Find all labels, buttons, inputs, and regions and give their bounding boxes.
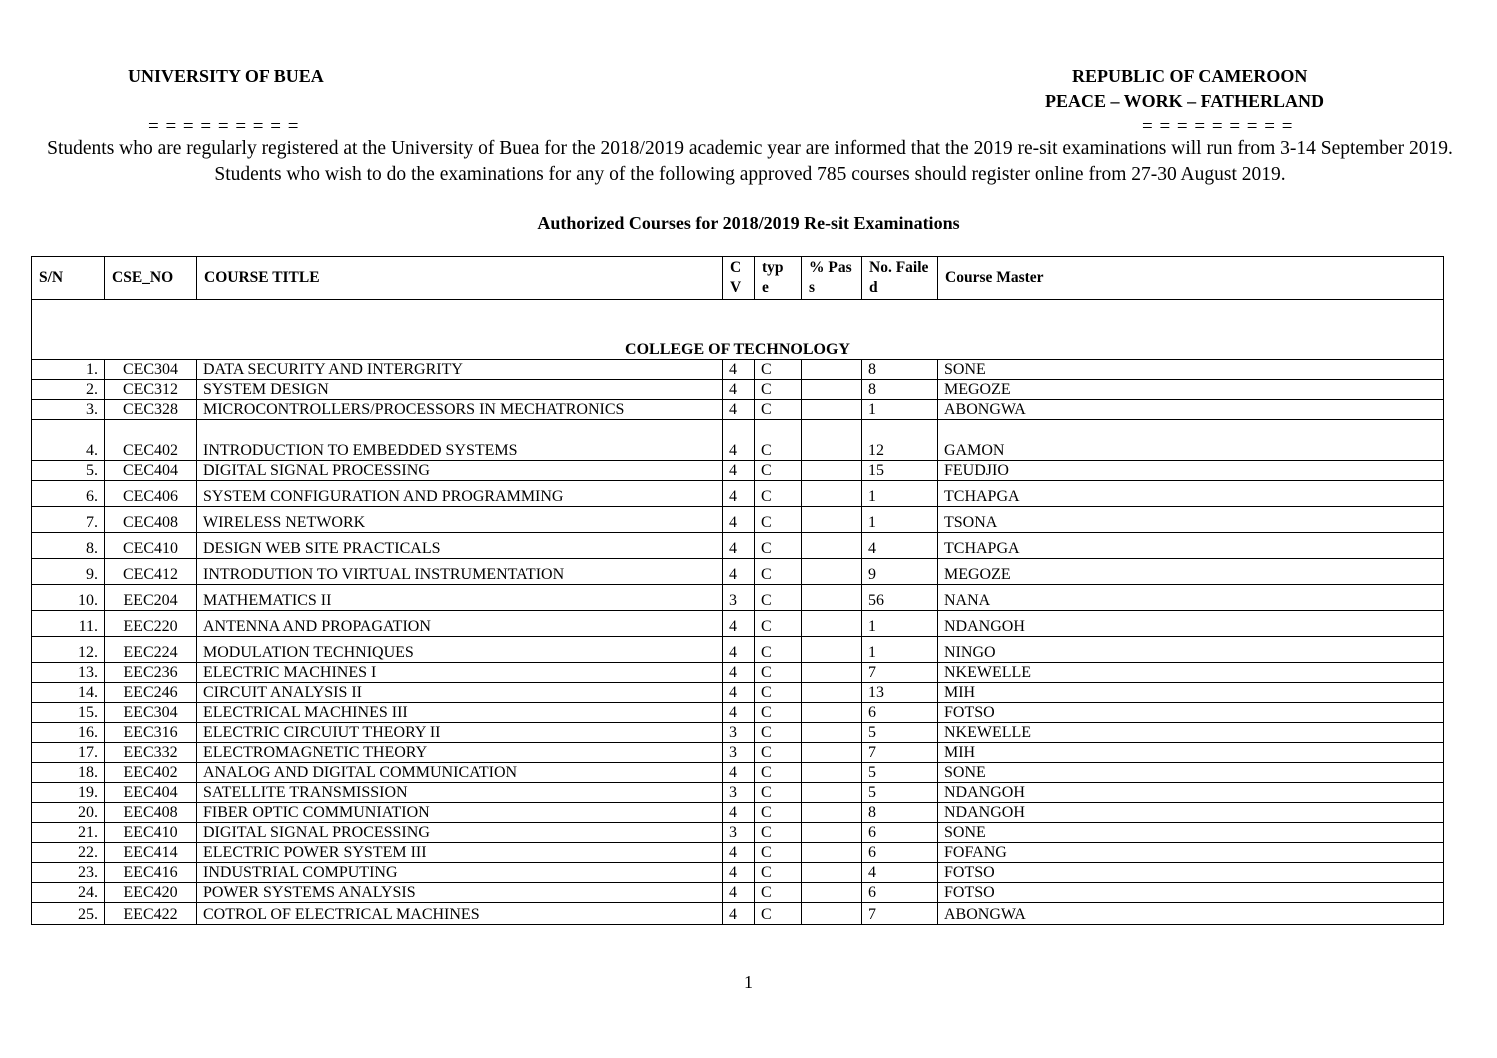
university-name: UNIVERSITY OF BUEA (128, 66, 324, 86)
failed-count: 6 (862, 823, 938, 843)
failed-count: 6 (862, 843, 938, 863)
course-code: CEC412 (105, 559, 197, 585)
course-master: NDANGOH (938, 611, 1444, 637)
course-title: SATELLITE TRANSMISSION (197, 783, 723, 803)
table-row (32, 663, 1444, 683)
course-code: CEC304 (105, 360, 197, 380)
table-row (32, 683, 1444, 703)
course-master: FOTSO (938, 703, 1444, 723)
row-serial: 14. (32, 683, 105, 703)
course-type: C (755, 863, 802, 883)
pass-percent (802, 360, 862, 380)
table-row (32, 703, 1444, 723)
course-type: C (755, 883, 802, 903)
course-type: C (755, 400, 802, 420)
course-type: C (755, 703, 802, 723)
row-serial: 1. (32, 360, 105, 380)
course-master: FOTSO (938, 863, 1444, 883)
pass-percent (802, 743, 862, 763)
course-code: EEC422 (105, 903, 197, 925)
pass-percent (802, 481, 862, 507)
table-header-row (32, 257, 1444, 300)
course-type: C (755, 683, 802, 703)
pass-percent (802, 883, 862, 903)
course-master: NINGO (938, 637, 1444, 663)
table-row (32, 533, 1444, 559)
course-title: ELECTRIC POWER SYSTEM III (197, 843, 723, 863)
credit-value: 4 (723, 763, 755, 783)
pass-percent (802, 380, 862, 400)
credit-value: 4 (723, 507, 755, 533)
failed-count: 1 (862, 611, 938, 637)
row-serial: 8. (32, 533, 105, 559)
table-row (32, 903, 1444, 925)
course-code: EEC410 (105, 823, 197, 843)
course-code: EEC408 (105, 803, 197, 823)
course-master: TSONA (938, 507, 1444, 533)
course-master: SONE (938, 823, 1444, 843)
table-row (32, 637, 1444, 663)
row-serial: 9. (32, 559, 105, 585)
credit-value: 4 (723, 360, 755, 380)
course-code: CEC312 (105, 380, 197, 400)
pass-percent (802, 559, 862, 585)
column-header: % Pass (802, 257, 862, 300)
course-type: C (755, 360, 802, 380)
course-code: CEC404 (105, 461, 197, 481)
course-master: NDANGOH (938, 783, 1444, 803)
credit-value: 4 (723, 481, 755, 507)
row-serial: 20. (32, 803, 105, 823)
row-serial: 11. (32, 611, 105, 637)
pass-percent (802, 507, 862, 533)
course-title: CIRCUIT ANALYSIS II (197, 683, 723, 703)
column-header: COURSE TITLE (197, 257, 723, 300)
course-title: DATA SECURITY AND INTERGRITY (197, 360, 723, 380)
course-title: SYSTEM DESIGN (197, 380, 723, 400)
column-header: C V (723, 257, 755, 300)
failed-count: 5 (862, 783, 938, 803)
course-code: EEC404 (105, 783, 197, 803)
pass-percent (802, 843, 862, 863)
credit-value: 3 (723, 823, 755, 843)
course-code: EEC220 (105, 611, 197, 637)
course-title: SYSTEM CONFIGURATION AND PROGRAMMING (197, 481, 723, 507)
failed-count: 6 (862, 703, 938, 723)
course-code: EEC304 (105, 703, 197, 723)
failed-count: 6 (862, 883, 938, 903)
course-type: C (755, 585, 802, 611)
course-master: MIH (938, 683, 1444, 703)
row-serial: 23. (32, 863, 105, 883)
section-title: COLLEGE OF TECHNOLOGY (32, 300, 1444, 360)
course-code: CEC410 (105, 533, 197, 559)
pass-percent (802, 533, 862, 559)
course-title: MATHEMATICS II (197, 585, 723, 611)
failed-count: 5 (862, 763, 938, 783)
row-serial: 19. (32, 783, 105, 803)
course-title: POWER SYSTEMS ANALYSIS (197, 883, 723, 903)
credit-value: 4 (723, 663, 755, 683)
table-row (32, 559, 1444, 585)
course-title: DESIGN WEB SITE PRACTICALS (197, 533, 723, 559)
table-row (32, 743, 1444, 763)
failed-count: 4 (862, 863, 938, 883)
course-title: DIGITAL SIGNAL PROCESSING (197, 461, 723, 481)
course-code: EEC414 (105, 843, 197, 863)
row-serial: 16. (32, 723, 105, 743)
row-serial: 18. (32, 763, 105, 783)
failed-count: 1 (862, 400, 938, 420)
pass-percent (802, 420, 862, 461)
table-row (32, 723, 1444, 743)
course-title: ELECTRICAL MACHINES III (197, 703, 723, 723)
table-row (32, 380, 1444, 400)
credit-value: 4 (723, 380, 755, 400)
course-master: SONE (938, 360, 1444, 380)
row-serial: 4. (32, 420, 105, 461)
national-motto: PEACE – WORK – FATHERLAND (1045, 91, 1325, 111)
column-header: typ e (755, 257, 802, 300)
row-serial: 3. (32, 400, 105, 420)
row-serial: 22. (32, 843, 105, 863)
failed-count: 13 (862, 683, 938, 703)
course-master: FEUDJIO (938, 461, 1444, 481)
credit-value: 4 (723, 803, 755, 823)
table-row (32, 360, 1444, 380)
failed-count: 7 (862, 663, 938, 683)
course-type: C (755, 507, 802, 533)
course-type: C (755, 663, 802, 683)
credit-value: 4 (723, 533, 755, 559)
failed-count: 7 (862, 743, 938, 763)
course-code: EEC236 (105, 663, 197, 683)
course-type: C (755, 843, 802, 863)
column-header: No. Failed (862, 257, 938, 300)
course-code: EEC204 (105, 585, 197, 611)
credit-value: 3 (723, 743, 755, 763)
course-title: INTRODUTION TO VIRTUAL INSTRUMENTATION (197, 559, 723, 585)
course-title: WIRELESS NETWORK (197, 507, 723, 533)
table-row (32, 763, 1444, 783)
credit-value: 3 (723, 723, 755, 743)
column-header: Course Master (938, 257, 1444, 300)
failed-count: 9 (862, 559, 938, 585)
section-row (32, 300, 1444, 360)
pass-percent (802, 803, 862, 823)
course-master: FOTSO (938, 883, 1444, 903)
pass-percent (802, 611, 862, 637)
pass-percent (802, 400, 862, 420)
credit-value: 4 (723, 683, 755, 703)
credit-value: 4 (723, 637, 755, 663)
pass-percent (802, 723, 862, 743)
course-code: CEC328 (105, 400, 197, 420)
row-serial: 7. (32, 507, 105, 533)
course-master: NANA (938, 585, 1444, 611)
failed-count: 15 (862, 461, 938, 481)
course-code: EEC416 (105, 863, 197, 883)
credit-value: 4 (723, 843, 755, 863)
course-master: ABONGWA (938, 903, 1444, 925)
pass-percent (802, 637, 862, 663)
failed-count: 8 (862, 360, 938, 380)
course-type: C (755, 903, 802, 925)
course-type: C (755, 803, 802, 823)
page-number: 1 (744, 972, 753, 992)
course-type: C (755, 823, 802, 843)
course-master: MEGOZE (938, 559, 1444, 585)
row-serial: 10. (32, 585, 105, 611)
course-title: DIGITAL SIGNAL PROCESSING (197, 823, 723, 843)
pass-percent (802, 461, 862, 481)
course-type: C (755, 743, 802, 763)
pass-percent (802, 823, 862, 843)
pass-percent (802, 585, 862, 611)
course-code: CEC408 (105, 507, 197, 533)
credit-value: 3 (723, 783, 755, 803)
row-serial: 5. (32, 461, 105, 481)
course-code: EEC332 (105, 743, 197, 763)
row-serial: 2. (32, 380, 105, 400)
row-serial: 6. (32, 481, 105, 507)
course-type: C (755, 763, 802, 783)
course-master: NKEWELLE (938, 723, 1444, 743)
course-code: EEC402 (105, 763, 197, 783)
table-row (32, 843, 1444, 863)
course-master: TCHAPGA (938, 533, 1444, 559)
course-code: EEC420 (105, 883, 197, 903)
table-row (32, 783, 1444, 803)
failed-count: 1 (862, 481, 938, 507)
course-master: FOFANG (938, 843, 1444, 863)
left-divider: = = = = = = = = = (148, 116, 300, 137)
course-master: NDANGOH (938, 803, 1444, 823)
failed-count: 4 (862, 533, 938, 559)
credit-value: 4 (723, 611, 755, 637)
course-code: EEC246 (105, 683, 197, 703)
courses-table (31, 256, 1444, 925)
row-serial: 15. (32, 703, 105, 723)
pass-percent (802, 683, 862, 703)
table-row (32, 863, 1444, 883)
credit-value: 4 (723, 863, 755, 883)
credit-value: 4 (723, 461, 755, 481)
course-title: INTRODUCTION TO EMBEDDED SYSTEMS (197, 420, 723, 461)
course-title: ANTENNA AND PROPAGATION (197, 611, 723, 637)
failed-count: 5 (862, 723, 938, 743)
credit-value: 4 (723, 903, 755, 925)
failed-count: 12 (862, 420, 938, 461)
intro-paragraph: Students who are regularly registered at the University of Buea for the 2018/2019 academic year are informed that the 2019 re-sit examinations will run from 3-14 September 2019. Students who wish to do the examinations for any of the following approved 785 courses should register online from 27-30 August 2019. (47, 138, 1453, 185)
course-type: C (755, 481, 802, 507)
row-serial: 12. (32, 637, 105, 663)
course-master: GAMON (938, 420, 1444, 461)
course-title: ELECTROMAGNETIC THEORY (197, 743, 723, 763)
course-title: INDUSTRIAL COMPUTING (197, 863, 723, 883)
course-type: C (755, 783, 802, 803)
table-row (32, 420, 1444, 461)
republic-name: REPUBLIC OF CAMEROON (1072, 66, 1308, 86)
table-row (32, 823, 1444, 843)
course-title: MODULATION TECHNIQUES (197, 637, 723, 663)
failed-count: 8 (862, 803, 938, 823)
right-divider: = = = = = = = = = (1142, 116, 1294, 137)
failed-count: 56 (862, 585, 938, 611)
course-type: C (755, 420, 802, 461)
table-row (32, 481, 1444, 507)
course-master: MEGOZE (938, 380, 1444, 400)
course-code: EEC224 (105, 637, 197, 663)
pass-percent (802, 763, 862, 783)
failed-count: 7 (862, 903, 938, 925)
course-title: ANALOG AND DIGITAL COMMUNICATION (197, 763, 723, 783)
course-code: CEC406 (105, 481, 197, 507)
course-master: TCHAPGA (938, 481, 1444, 507)
course-title: MICROCONTROLLERS/PROCESSORS IN MECHATRONICS (197, 400, 723, 420)
table-row (32, 507, 1444, 533)
failed-count: 1 (862, 637, 938, 663)
row-serial: 21. (32, 823, 105, 843)
course-title: ELECTRIC CIRCUIUT THEORY II (197, 723, 723, 743)
course-title: ELECTRIC MACHINES I (197, 663, 723, 683)
table-row (32, 585, 1444, 611)
row-serial: 25. (32, 903, 105, 925)
course-type: C (755, 723, 802, 743)
course-type: C (755, 461, 802, 481)
row-serial: 17. (32, 743, 105, 763)
credit-value: 3 (723, 585, 755, 611)
table-row (32, 803, 1444, 823)
pass-percent (802, 903, 862, 925)
credit-value: 4 (723, 883, 755, 903)
pass-percent (802, 663, 862, 683)
table-row (32, 611, 1444, 637)
pass-percent (802, 783, 862, 803)
course-code: EEC316 (105, 723, 197, 743)
table-row (32, 400, 1444, 420)
course-type: C (755, 380, 802, 400)
course-type: C (755, 533, 802, 559)
course-type: C (755, 611, 802, 637)
row-serial: 13. (32, 663, 105, 683)
credit-value: 4 (723, 400, 755, 420)
course-code: CEC402 (105, 420, 197, 461)
column-header: S/N (32, 257, 105, 300)
column-header: CSE_NO (105, 257, 197, 300)
credit-value: 4 (723, 559, 755, 585)
credit-value: 4 (723, 703, 755, 723)
table-row (32, 883, 1444, 903)
row-serial: 24. (32, 883, 105, 903)
course-master: MIH (938, 743, 1444, 763)
course-type: C (755, 637, 802, 663)
course-master: SONE (938, 763, 1444, 783)
document-title: Authorized Courses for 2018/2019 Re-sit Examinations (537, 213, 960, 233)
pass-percent (802, 863, 862, 883)
course-type: C (755, 559, 802, 585)
failed-count: 1 (862, 507, 938, 533)
credit-value: 4 (723, 420, 755, 461)
failed-count: 8 (862, 380, 938, 400)
pass-percent (802, 703, 862, 723)
table-row (32, 461, 1444, 481)
course-title: FIBER OPTIC COMMUNIATION (197, 803, 723, 823)
course-master: NKEWELLE (938, 663, 1444, 683)
course-title: COTROL OF ELECTRICAL MACHINES (197, 903, 723, 925)
course-master: ABONGWA (938, 400, 1444, 420)
